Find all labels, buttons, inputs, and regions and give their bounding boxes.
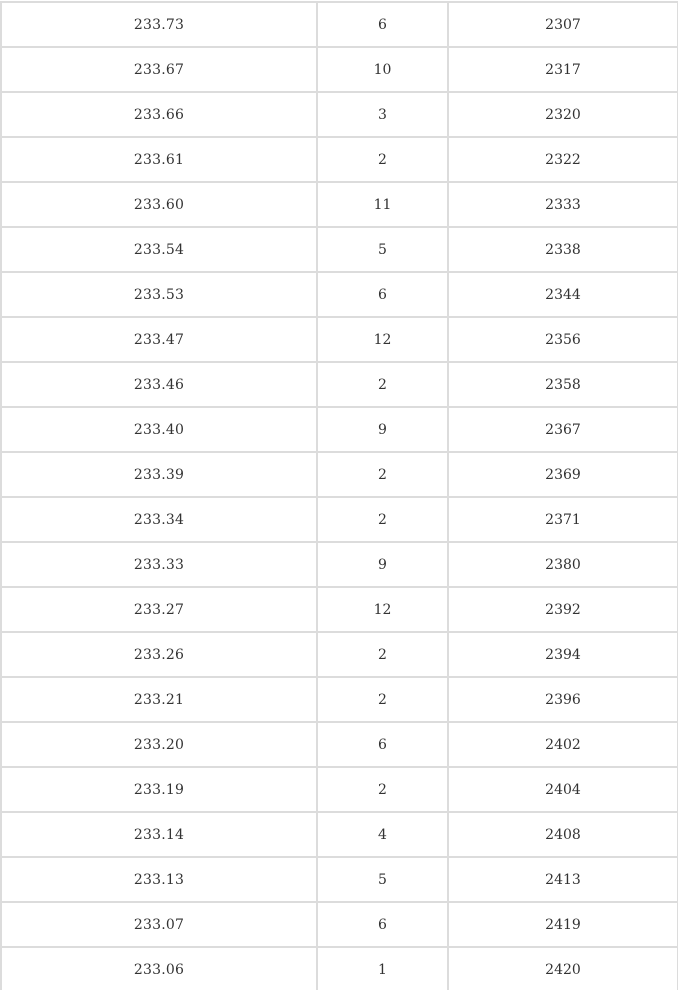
score-cell: 233.40	[1, 407, 317, 452]
cumulative-cell: 2396	[448, 677, 678, 722]
count-cell: 6	[317, 722, 448, 767]
score-cell: 233.34	[1, 497, 317, 542]
table-row	[1, 677, 678, 722]
table-row	[1, 227, 678, 272]
table-row	[1, 812, 678, 857]
table-row	[1, 902, 678, 947]
table-row	[1, 47, 678, 92]
count-cell: 6	[317, 272, 448, 317]
cumulative-cell: 2419	[448, 902, 678, 947]
table-row	[1, 947, 678, 990]
score-cell: 233.39	[1, 452, 317, 497]
table-row	[1, 137, 678, 182]
table-row	[1, 632, 678, 677]
table-row	[1, 272, 678, 317]
cumulative-cell: 2402	[448, 722, 678, 767]
score-cell: 233.67	[1, 47, 317, 92]
score-cell: 233.60	[1, 182, 317, 227]
cumulative-cell: 2338	[448, 227, 678, 272]
count-cell: 6	[317, 902, 448, 947]
table-row	[1, 857, 678, 902]
score-cell: 233.21	[1, 677, 317, 722]
count-cell: 2	[317, 362, 448, 407]
count-cell: 4	[317, 812, 448, 857]
score-cell: 233.53	[1, 272, 317, 317]
score-cell: 233.07	[1, 902, 317, 947]
count-cell: 10	[317, 47, 448, 92]
score-cell: 233.26	[1, 632, 317, 677]
count-cell: 2	[317, 497, 448, 542]
cumulative-cell: 2358	[448, 362, 678, 407]
score-cell: 233.13	[1, 857, 317, 902]
cumulative-cell: 2367	[448, 407, 678, 452]
cumulative-cell: 2333	[448, 182, 678, 227]
table-row	[1, 362, 678, 407]
cumulative-cell: 2307	[448, 2, 678, 47]
cumulative-cell: 2344	[448, 272, 678, 317]
cumulative-cell: 2394	[448, 632, 678, 677]
count-cell: 2	[317, 137, 448, 182]
count-cell: 2	[317, 677, 448, 722]
cumulative-cell: 2413	[448, 857, 678, 902]
score-table-body	[1, 2, 678, 990]
count-cell: 9	[317, 407, 448, 452]
table-row	[1, 767, 678, 812]
cumulative-cell: 2356	[448, 317, 678, 362]
count-cell: 2	[317, 452, 448, 497]
table-row	[1, 317, 678, 362]
score-cell: 233.61	[1, 137, 317, 182]
count-cell: 12	[317, 317, 448, 362]
count-cell: 9	[317, 542, 448, 587]
count-cell: 1	[317, 947, 448, 990]
count-cell: 5	[317, 227, 448, 272]
count-cell: 3	[317, 92, 448, 137]
table-row	[1, 92, 678, 137]
score-cell: 233.73	[1, 2, 317, 47]
cumulative-cell: 2317	[448, 47, 678, 92]
table-row	[1, 182, 678, 227]
score-cell: 233.06	[1, 947, 317, 990]
cumulative-cell: 2392	[448, 587, 678, 632]
count-cell: 2	[317, 632, 448, 677]
score-cell: 233.27	[1, 587, 317, 632]
score-cell: 233.20	[1, 722, 317, 767]
cumulative-cell: 2404	[448, 767, 678, 812]
count-cell: 5	[317, 857, 448, 902]
score-table	[0, 1, 678, 990]
cumulative-cell: 2322	[448, 137, 678, 182]
cumulative-cell: 2371	[448, 497, 678, 542]
score-cell: 233.54	[1, 227, 317, 272]
cumulative-cell: 2369	[448, 452, 678, 497]
score-cell: 233.46	[1, 362, 317, 407]
cumulative-cell: 2320	[448, 92, 678, 137]
score-cell: 233.14	[1, 812, 317, 857]
table-row	[1, 542, 678, 587]
table-row	[1, 722, 678, 767]
count-cell: 6	[317, 2, 448, 47]
table-row	[1, 452, 678, 497]
cumulative-cell: 2420	[448, 947, 678, 990]
score-cell: 233.33	[1, 542, 317, 587]
table-row	[1, 407, 678, 452]
cumulative-cell: 2380	[448, 542, 678, 587]
score-cell: 233.66	[1, 92, 317, 137]
count-cell: 11	[317, 182, 448, 227]
count-cell: 12	[317, 587, 448, 632]
count-cell: 2	[317, 767, 448, 812]
table-row	[1, 587, 678, 632]
cumulative-cell: 2408	[448, 812, 678, 857]
score-cell: 233.47	[1, 317, 317, 362]
table-row	[1, 2, 678, 47]
score-cell: 233.19	[1, 767, 317, 812]
table-row	[1, 497, 678, 542]
